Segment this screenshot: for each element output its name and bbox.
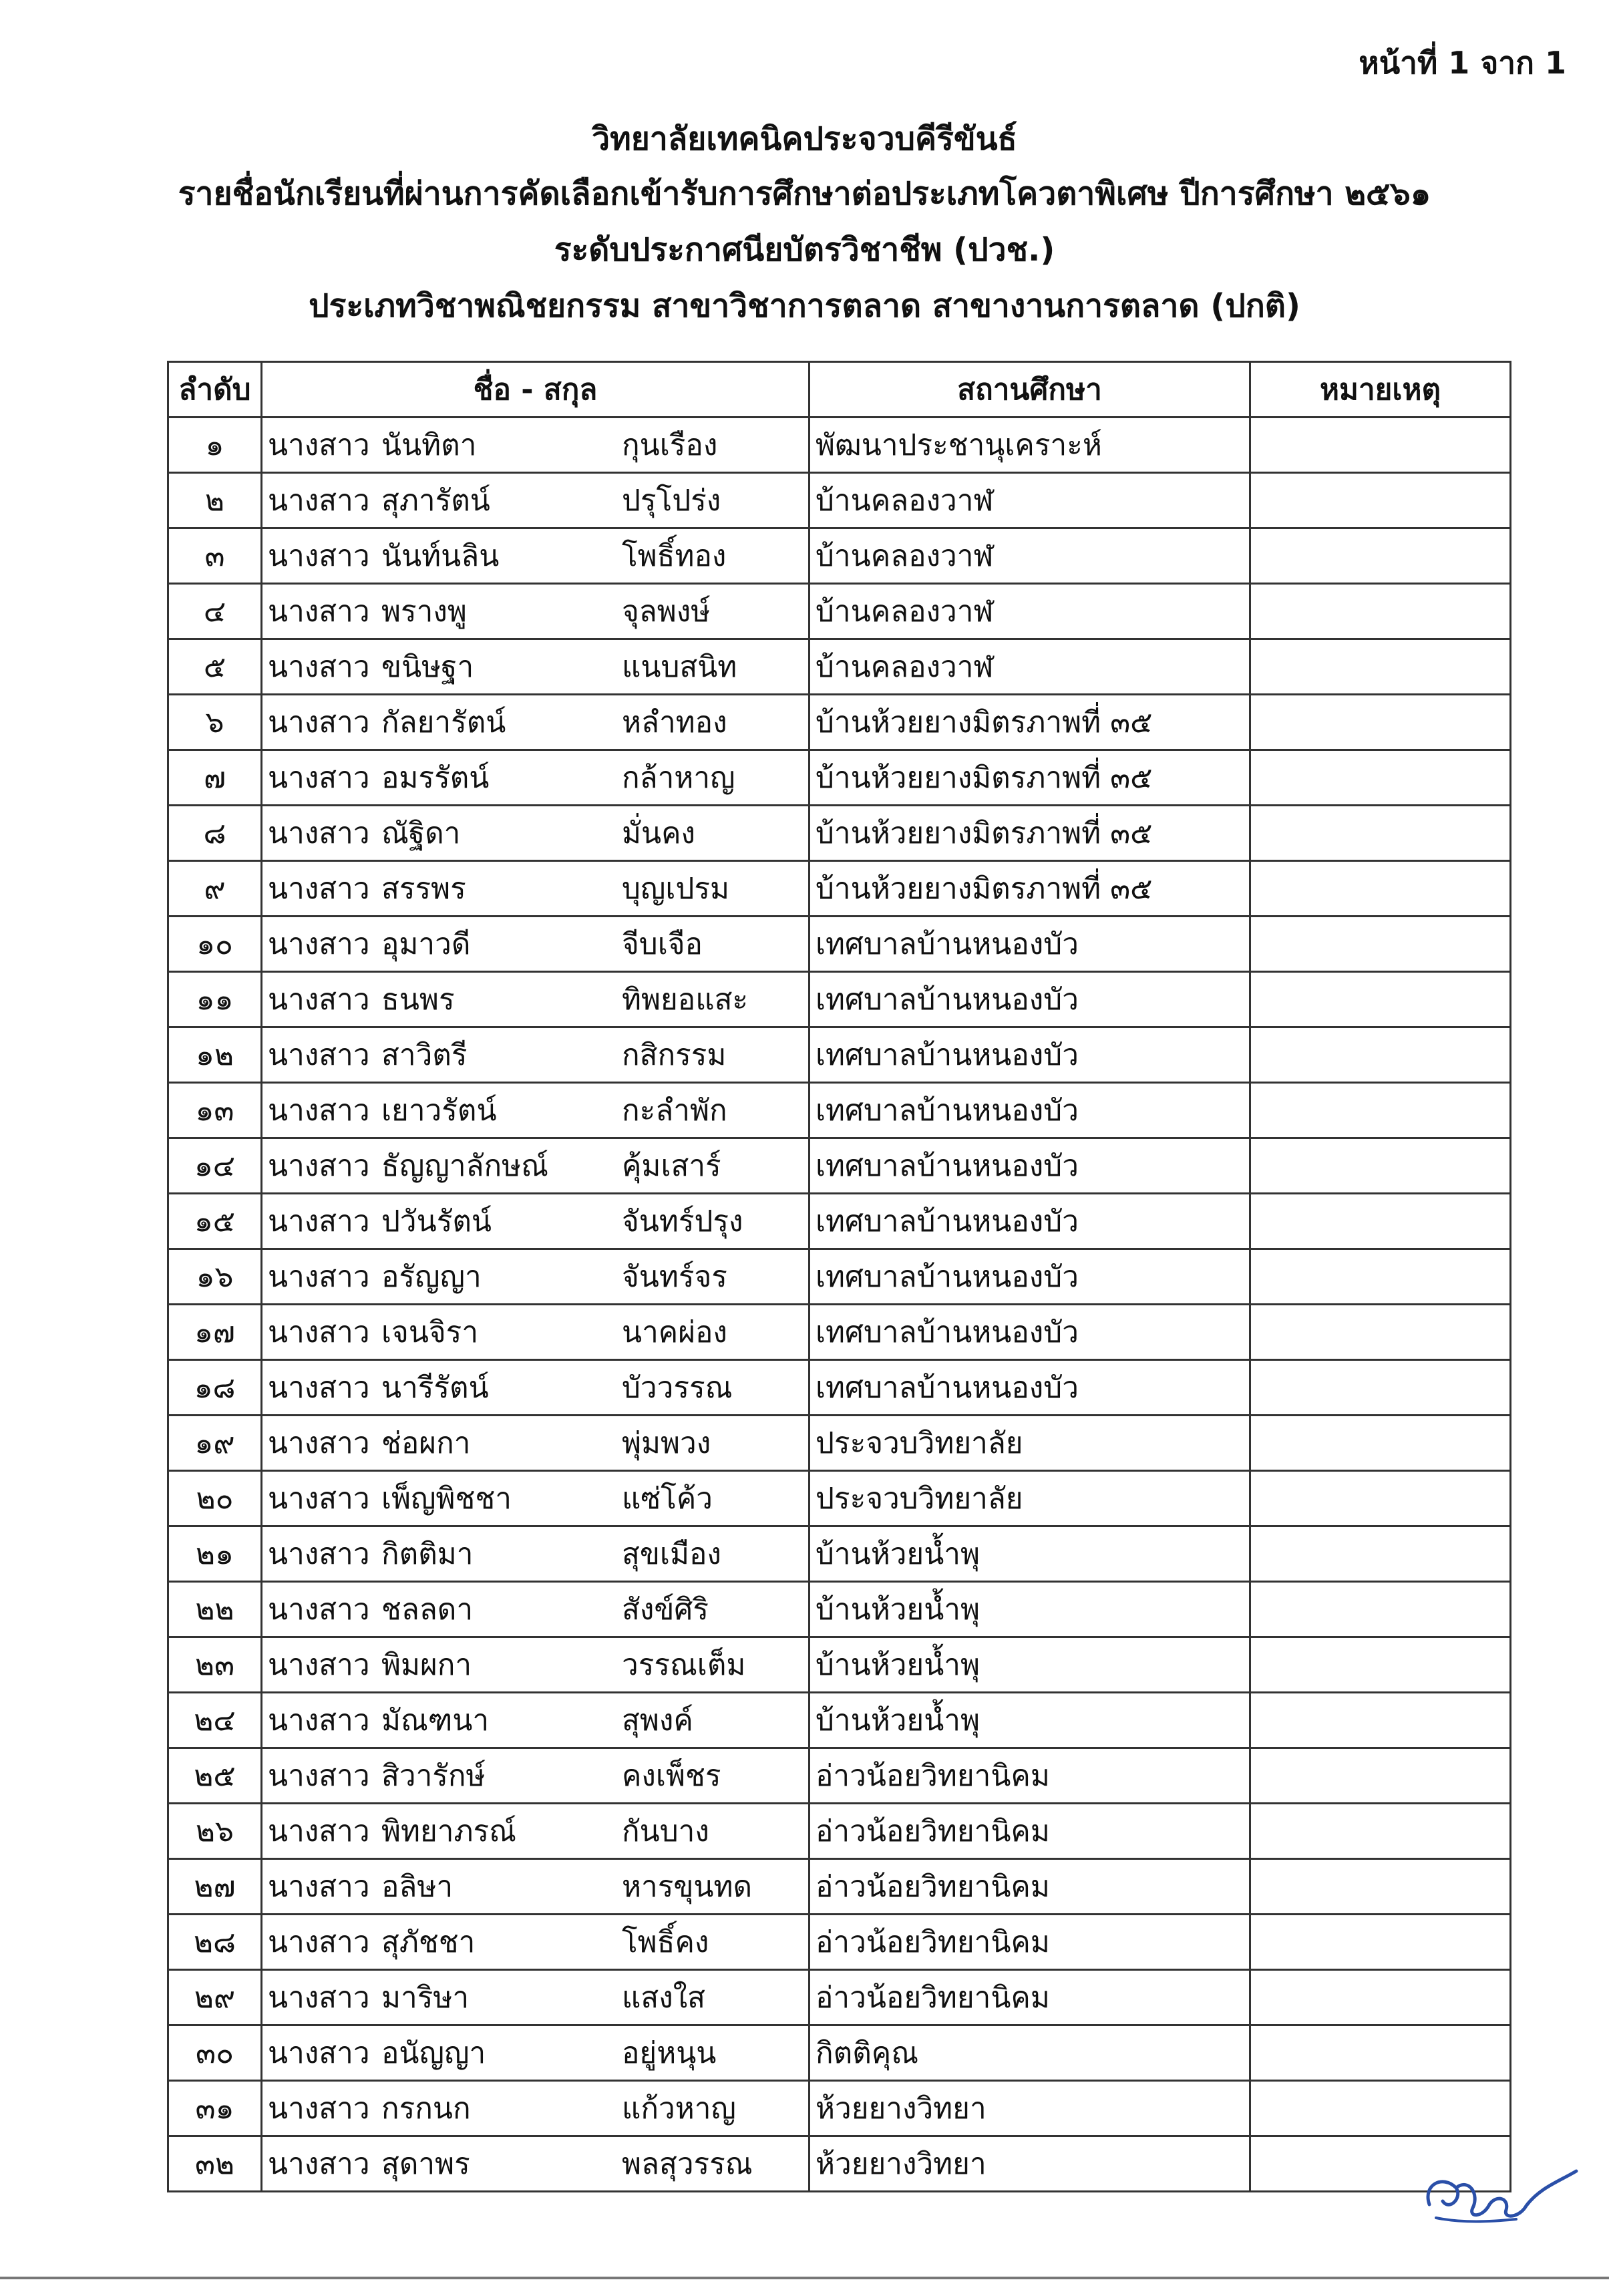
student-first-name: พิมผกา [381, 1648, 472, 1682]
school-cell: เทศบาลบ้านหนองบัว [810, 1138, 1250, 1194]
remark-cell [1250, 1693, 1511, 1748]
student-last-name: คุ้มเสาร์ [622, 1149, 721, 1183]
remark-cell [1250, 1748, 1511, 1804]
student-title: นางสาว [268, 2092, 370, 2126]
student-first-name: สาวิตรี [381, 1038, 468, 1072]
student-last-name: กุนเรือง [622, 428, 718, 462]
school-cell: บ้านห้วยยางมิตรภาพที่ ๓๕ [810, 806, 1250, 861]
student-last-name: สุพงค์ [622, 1703, 693, 1738]
table-row [168, 695, 1511, 750]
table-row [168, 1249, 1511, 1305]
student-name-cell [262, 1360, 810, 1416]
remark-cell [1250, 639, 1511, 695]
student-name-cell [262, 750, 810, 806]
row-number: ๑๙ [168, 1416, 262, 1471]
row-number: ๑๕ [168, 1194, 262, 1249]
student-first-name: นารีรัตน์ [381, 1371, 489, 1405]
row-number: ๒๓ [168, 1637, 262, 1693]
school-cell: พัฒนาประชานุเคราะห์ [810, 418, 1250, 473]
school-cell: บ้านห้วยน้ำพุ [810, 1693, 1250, 1748]
school-cell: เทศบาลบ้านหนองบัว [810, 1194, 1250, 1249]
remark-cell [1250, 584, 1511, 639]
student-first-name: ธัญญาลักษณ์ [381, 1149, 548, 1183]
header-remark: หมายเหตุ [1250, 362, 1511, 418]
student-last-name: หารขุนทด [622, 1870, 753, 1904]
table-row [168, 1083, 1511, 1138]
student-title: นางสาว [268, 1482, 370, 1516]
student-name-cell [262, 1915, 810, 1970]
signature-mark [1416, 2158, 1583, 2231]
remark-cell [1250, 695, 1511, 750]
student-name-cell [262, 639, 810, 695]
remark-cell [1250, 1582, 1511, 1637]
school-cell: บ้านห้วยยางมิตรภาพที่ ๓๕ [810, 861, 1250, 917]
student-title: นางสาว [268, 1814, 370, 1848]
row-number: ๒๐ [168, 1471, 262, 1526]
student-first-name: พรางพู [381, 595, 467, 629]
table-row [168, 806, 1511, 861]
student-first-name: กิตติมา [381, 1537, 474, 1571]
page-bottom-rule [0, 2277, 1609, 2279]
student-title: นางสาว [268, 650, 370, 684]
row-number: ๒๒ [168, 1582, 262, 1637]
student-last-name: วรรณเต็ม [622, 1648, 746, 1682]
row-number: ๓๑ [168, 2081, 262, 2136]
student-title: นางสาว [268, 1703, 370, 1738]
student-first-name: กรกนก [381, 2092, 471, 2126]
student-title: นางสาว [268, 1759, 370, 1793]
student-list-table [167, 361, 1511, 2192]
row-number: ๑๖ [168, 1249, 262, 1305]
student-title: นางสาว [268, 1094, 370, 1128]
student-name-cell [262, 695, 810, 750]
student-name-cell [262, 473, 810, 528]
table-row [168, 1804, 1511, 1859]
student-title: นางสาว [268, 539, 370, 573]
student-title: นางสาว [268, 983, 370, 1017]
school-cell: บ้านห้วยน้ำพุ [810, 1637, 1250, 1693]
student-name-cell [262, 1526, 810, 1582]
student-name-cell [262, 861, 810, 917]
row-number: ๗ [168, 750, 262, 806]
table-row [168, 1582, 1511, 1637]
school-cell: อ่าวน้อยวิทยานิคม [810, 1915, 1250, 1970]
school-cell: บ้านคลองวาฬ [810, 639, 1250, 695]
student-first-name: นันทิตา [381, 428, 477, 462]
student-title: นางสาว [268, 1038, 370, 1072]
student-name-cell [262, 1305, 810, 1360]
student-last-name: สังข์ศิริ [622, 1593, 709, 1627]
table-row [168, 1416, 1511, 1471]
student-last-name: จุลพงษ์ [622, 595, 711, 629]
student-name-cell [262, 1637, 810, 1693]
student-title: นางสาว [268, 1371, 370, 1405]
student-name-cell [262, 1693, 810, 1748]
school-cell: อ่าวน้อยวิทยานิคม [810, 1970, 1250, 2025]
student-last-name: นาคผ่อง [622, 1315, 727, 1349]
remark-cell [1250, 2081, 1511, 2136]
student-name-cell [262, 1859, 810, 1915]
student-name-cell [262, 1582, 810, 1637]
student-first-name: กัลยารัตน์ [381, 705, 506, 740]
row-number: ๕ [168, 639, 262, 695]
school-cell: อ่าวน้อยวิทยานิคม [810, 1859, 1250, 1915]
school-cell: ประจวบวิทยาลัย [810, 1416, 1250, 1471]
remark-cell [1250, 806, 1511, 861]
table-row [168, 473, 1511, 528]
student-name-cell [262, 528, 810, 584]
row-number: ๒๘ [168, 1915, 262, 1970]
remark-cell [1250, 473, 1511, 528]
student-name-cell [262, 1194, 810, 1249]
table-row [168, 1194, 1511, 1249]
school-cell: เทศบาลบ้านหนองบัว [810, 1083, 1250, 1138]
header-name: ชื่อ - สกุล [262, 362, 810, 418]
header-school: สถานศึกษา [810, 362, 1250, 418]
school-cell: บ้านห้วยยางมิตรภาพที่ ๓๕ [810, 695, 1250, 750]
table-row [168, 917, 1511, 972]
education-level-heading: ระดับประกาศนียบัตรวิชาชีพ (ปวช.) [554, 231, 1055, 269]
student-last-name: แสงใส [622, 1981, 706, 2015]
remark-cell [1250, 1859, 1511, 1915]
student-first-name: สุภัชชา [381, 1925, 476, 1959]
student-title: นางสาว [268, 484, 370, 518]
row-number: ๑๒ [168, 1027, 262, 1083]
remark-cell [1250, 1970, 1511, 2025]
school-cell: บ้านคลองวาฬ [810, 528, 1250, 584]
student-first-name: สิวารักษ์ [381, 1759, 486, 1793]
row-number: ๓ [168, 528, 262, 584]
page-number: หน้าที่ 1 จาก 1 [1359, 45, 1566, 81]
student-name-cell [262, 2025, 810, 2081]
school-cell: บ้านคลองวาฬ [810, 584, 1250, 639]
student-name-cell [262, 806, 810, 861]
table-row [168, 1138, 1511, 1194]
student-first-name: อมรรัตน์ [381, 761, 490, 795]
table-row [168, 1360, 1511, 1416]
row-number: ๑๗ [168, 1305, 262, 1360]
row-number: ๒๔ [168, 1693, 262, 1748]
remark-cell [1250, 1305, 1511, 1360]
student-last-name: พลสุวรรณ [622, 2147, 753, 2181]
student-last-name: แซ่โค้ว [622, 1482, 713, 1516]
remark-cell [1250, 1471, 1511, 1526]
table-row [168, 1637, 1511, 1693]
remark-cell [1250, 1138, 1511, 1194]
student-last-name: สุขเมือง [622, 1537, 721, 1571]
student-title: นางสาว [268, 1925, 370, 1959]
student-last-name: จันทร์จร [622, 1260, 727, 1294]
student-title: นางสาว [268, 872, 370, 906]
remark-cell [1250, 972, 1511, 1027]
student-name-cell [262, 1249, 810, 1305]
remark-cell [1250, 1083, 1511, 1138]
row-number: ๑๔ [168, 1138, 262, 1194]
remark-cell [1250, 1360, 1511, 1416]
student-name-cell [262, 917, 810, 972]
remark-cell [1250, 2025, 1511, 2081]
student-first-name: ช่อผกา [381, 1426, 471, 1460]
table-row [168, 584, 1511, 639]
announcement-title: รายชื่อนักเรียนที่ผ่านการคัดเลือกเข้ารับการศึกษาต่อประเภทโควตาพิเศษ ปีการศึกษา ๒๕๖๑ [178, 175, 1431, 212]
school-cell: เทศบาลบ้านหนองบัว [810, 917, 1250, 972]
school-cell: เทศบาลบ้านหนองบัว [810, 1027, 1250, 1083]
remark-cell [1250, 418, 1511, 473]
college-name-heading: วิทยาลัยเทคนิคประจวบคีรีขันธ์ [592, 120, 1017, 158]
table-row [168, 2025, 1511, 2081]
table-header-row [168, 362, 1511, 418]
student-first-name: นันท์นลิน [381, 539, 500, 573]
student-title: นางสาว [268, 1981, 370, 2015]
student-name-cell [262, 1027, 810, 1083]
row-number: ๑๓ [168, 1083, 262, 1138]
student-title: นางสาว [268, 1315, 370, 1349]
remark-cell [1250, 917, 1511, 972]
student-last-name: กันบาง [622, 1814, 709, 1848]
row-number: ๑๑ [168, 972, 262, 1027]
table-row [168, 1027, 1511, 1083]
student-name-cell [262, 1804, 810, 1859]
student-title: นางสาว [268, 1149, 370, 1183]
table-row [168, 2136, 1511, 2192]
student-last-name: ปรุโปร่ง [622, 484, 721, 518]
table-row [168, 972, 1511, 1027]
table-row [168, 1693, 1511, 1748]
student-last-name: แก้วหาญ [622, 2092, 736, 2126]
student-title: นางสาว [268, 1260, 370, 1294]
student-first-name: สุภารัตน์ [381, 484, 490, 518]
row-number: ๓๐ [168, 2025, 262, 2081]
header-order: ลำดับ [168, 362, 262, 418]
school-cell: เทศบาลบ้านหนองบัว [810, 972, 1250, 1027]
student-last-name: จีบเจือ [622, 927, 703, 961]
student-first-name: มัณฑนา [381, 1703, 490, 1738]
school-cell: เทศบาลบ้านหนองบัว [810, 1305, 1250, 1360]
student-title: นางสาว [268, 2147, 370, 2181]
school-cell: บ้านห้วยน้ำพุ [810, 1526, 1250, 1582]
student-last-name: คงเพ็ชร [622, 1759, 721, 1793]
student-last-name: อยู่หนุน [622, 2036, 717, 2070]
student-first-name: ชลลดา [381, 1593, 474, 1627]
student-first-name: อลิษา [381, 1870, 454, 1904]
student-title: นางสาว [268, 428, 370, 462]
table-row [168, 750, 1511, 806]
student-title: นางสาว [268, 1870, 370, 1904]
student-name-cell [262, 1138, 810, 1194]
school-cell: บ้านคลองวาฬ [810, 473, 1250, 528]
student-title: นางสาว [268, 595, 370, 629]
table-row [168, 1970, 1511, 2025]
student-first-name: อรัญญา [381, 1260, 482, 1294]
student-name-cell [262, 584, 810, 639]
student-name-cell [262, 1748, 810, 1804]
student-last-name: กะลำพัก [622, 1094, 727, 1128]
school-cell: ประจวบวิทยาลัย [810, 1471, 1250, 1526]
remark-cell [1250, 528, 1511, 584]
student-name-cell [262, 1416, 810, 1471]
student-title: นางสาว [268, 2036, 370, 2070]
student-name-cell [262, 2081, 810, 2136]
table-row [168, 2081, 1511, 2136]
row-number: ๒๑ [168, 1526, 262, 1582]
row-number: ๑๘ [168, 1360, 262, 1416]
student-name-cell [262, 1970, 810, 2025]
student-first-name: อุมาวดี [381, 927, 471, 961]
table-row [168, 418, 1511, 473]
student-title: นางสาว [268, 705, 370, 740]
row-number: ๒๙ [168, 1970, 262, 2025]
remark-cell [1250, 861, 1511, 917]
row-number: ๒๕ [168, 1748, 262, 1804]
remark-cell [1250, 1416, 1511, 1471]
student-name-cell [262, 1083, 810, 1138]
student-last-name: ทิพยอแสะ [622, 983, 749, 1017]
row-number: ๒ [168, 473, 262, 528]
student-first-name: เพ็ญพิชชา [381, 1482, 512, 1516]
school-cell: อ่าวน้อยวิทยานิคม [810, 1804, 1250, 1859]
school-cell: เทศบาลบ้านหนองบัว [810, 1249, 1250, 1305]
student-last-name: บุญเปรม [622, 872, 730, 906]
remark-cell [1250, 750, 1511, 806]
table-row [168, 1748, 1511, 1804]
row-number: ๑๐ [168, 917, 262, 972]
school-cell: ห้วยยางวิทยา [810, 2136, 1250, 2192]
school-cell: อ่าวน้อยวิทยานิคม [810, 1748, 1250, 1804]
school-cell: ห้วยยางวิทยา [810, 2081, 1250, 2136]
student-last-name: แนบสนิท [622, 650, 737, 684]
student-title: นางสาว [268, 1648, 370, 1682]
row-number: ๒๖ [168, 1804, 262, 1859]
remark-cell [1250, 1637, 1511, 1693]
student-title: นางสาว [268, 1204, 370, 1239]
student-first-name: สุดาพร [381, 2147, 470, 2181]
row-number: ๔ [168, 584, 262, 639]
remark-cell [1250, 1249, 1511, 1305]
table-row [168, 1526, 1511, 1582]
student-last-name: มั่นคง [622, 816, 695, 850]
table-row [168, 1915, 1511, 1970]
student-name-cell [262, 2136, 810, 2192]
school-cell: บ้านห้วยน้ำพุ [810, 1582, 1250, 1637]
student-first-name: มาริษา [381, 1981, 470, 2015]
school-cell: เทศบาลบ้านหนองบัว [810, 1360, 1250, 1416]
student-first-name: ขนิษฐา [381, 650, 474, 684]
remark-cell [1250, 1526, 1511, 1582]
table-row [168, 1305, 1511, 1360]
student-first-name: ธนพร [381, 983, 455, 1017]
remark-cell [1250, 1027, 1511, 1083]
student-last-name: โพธิ์คง [622, 1925, 709, 1959]
row-number: ๑ [168, 418, 262, 473]
row-number: ๓๒ [168, 2136, 262, 2192]
student-name-cell [262, 418, 810, 473]
row-number: ๒๗ [168, 1859, 262, 1915]
student-first-name: สรรพร [381, 872, 466, 906]
student-title: นางสาว [268, 816, 370, 850]
student-name-cell [262, 1471, 810, 1526]
student-first-name: อนัญญา [381, 2036, 486, 2070]
table-row [168, 639, 1511, 695]
student-first-name: เจนจิรา [381, 1315, 479, 1349]
row-number: ๙ [168, 861, 262, 917]
school-cell: บ้านห้วยยางมิตรภาพที่ ๓๕ [810, 750, 1250, 806]
table-row [168, 1471, 1511, 1526]
student-last-name: หลำทอง [622, 705, 727, 740]
student-title: นางสาว [268, 1426, 370, 1460]
table-row [168, 1859, 1511, 1915]
student-title: นางสาว [268, 927, 370, 961]
student-name-cell [262, 972, 810, 1027]
student-first-name: ปวันรัตน์ [381, 1204, 492, 1239]
student-first-name: ณัฐิดา [381, 816, 461, 850]
student-last-name: จันทร์ปรุง [622, 1204, 743, 1239]
student-title: นางสาว [268, 761, 370, 795]
remark-cell [1250, 1194, 1511, 1249]
table-row [168, 861, 1511, 917]
student-title: นางสาว [268, 1537, 370, 1571]
row-number: ๖ [168, 695, 262, 750]
student-last-name: พุ่มพวง [622, 1426, 711, 1460]
student-last-name: โพธิ์ทอง [622, 539, 727, 573]
table-row [168, 528, 1511, 584]
program-heading: ประเภทวิชาพณิชยกรรม สาขาวิชาการตลาด สาขางานการตลาด (ปกติ) [309, 287, 1300, 325]
student-first-name: พิทยาภรณ์ [381, 1814, 516, 1848]
remark-cell [1250, 1804, 1511, 1859]
student-last-name: บัววรรณ [622, 1371, 733, 1405]
row-number: ๘ [168, 806, 262, 861]
remark-cell [1250, 1915, 1511, 1970]
student-title: นางสาว [268, 1593, 370, 1627]
student-first-name: เยาวรัตน์ [381, 1094, 497, 1128]
school-cell: กิตติคุณ [810, 2025, 1250, 2081]
student-last-name: กสิกรรม [622, 1038, 727, 1072]
student-last-name: กล้าหาญ [622, 761, 735, 795]
